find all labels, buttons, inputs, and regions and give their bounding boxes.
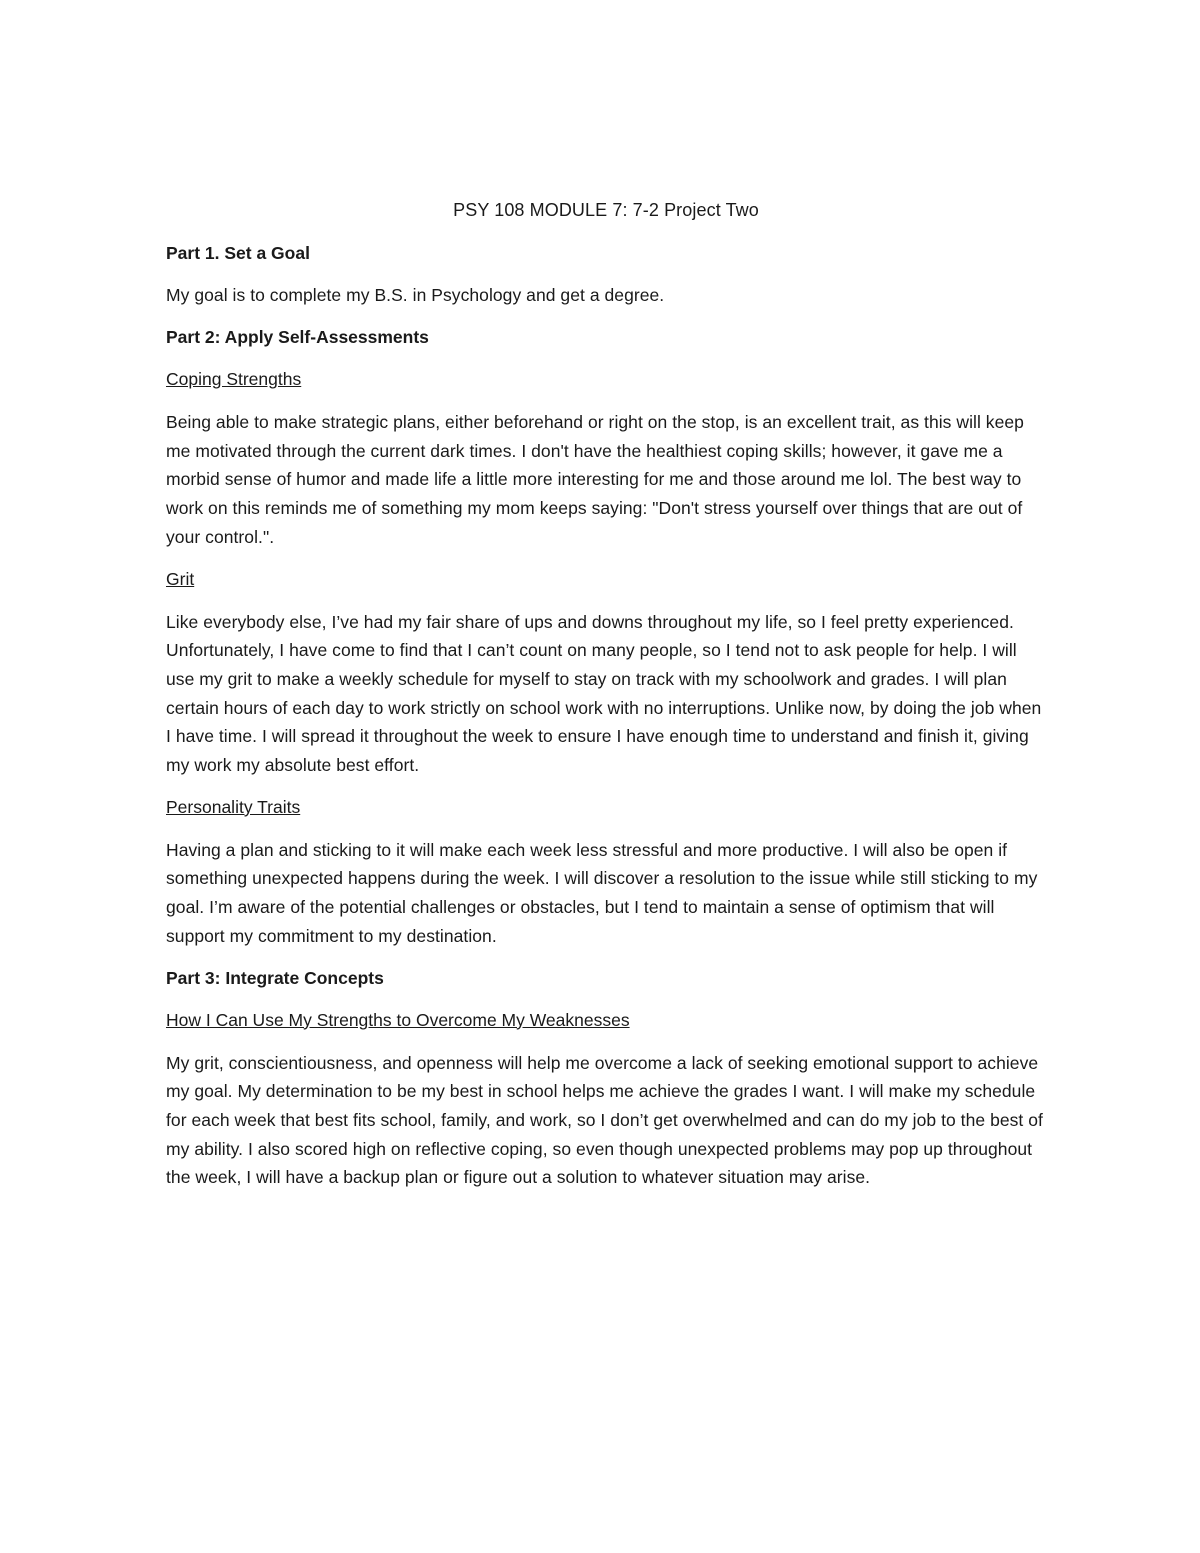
- grit-text: Like everybody else, I’ve had my fair share of ups and downs throughout my life, so I feel pretty experienced. Unfortunately, I have come to find that I can’t count on many people, so I tend not to ask people for help. I will use my grit to make a weekly schedule for myself to stay on track with my schoolwork and grades. I will plan certain hours of each day to work strictly on school work with no interruptions. Unlike now, by doing the job when I have time. I will spread it throughout the week to ensure I have enough time to understand and finish it, giving my work my absolute best effort.: [166, 611, 1042, 776]
- personality-traits-heading: Personality Traits: [166, 796, 301, 817]
- strengths-weaknesses-heading: How I Can Use My Strengths to Overcome My Weaknesses: [166, 1009, 630, 1030]
- coping-strengths-text: Being able to make strategic plans, either beforehand or right on the stop, is an excellent trait, as this will keep me motivated through the current dark times. I don't have the healthiest coping skills; however, it gave me a morbid sense of humor and made life a little more interesting for me and those around me lol. The best way to work on this reminds me of something my mom keeps saying: "Don't stress yourself over things that are out of your control.".: [166, 412, 1024, 547]
- document-title: PSY 108 MODULE 7: 7-2 Project Two: [453, 200, 759, 220]
- part1-heading: Part 1. Set a Goal: [166, 243, 310, 263]
- strengths-weaknesses-text: My grit, conscientiousness, and openness will help me overcome a lack of seeking emotional support to achieve my goal. My determination to be my best in school helps me achieve the grades I want. I will make my schedule for each week that best fits school, family, and work, so I don’t get overwhelmed and can do my job to the best of my ability. I also scored high on reflective coping, so even though unexpected problems may pop up throughout the week, I will have a backup plan or figure out a solution to whatever situation may arise.: [166, 1052, 1043, 1188]
- personality-traits-text: Having a plan and sticking to it will make each week less stressful and more productive. I will also be open if something unexpected happens during the week. I will discover a resolution to the issue while still sticking to my goal. I’m aware of the potential challenges or obstacles, but I tend to maintain a sense of optimism that will support my commitment to my destination.: [166, 839, 1038, 946]
- coping-strengths-heading: Coping Strengths: [166, 369, 302, 389]
- part1-goal-text: My goal is to complete my B.S. in Psychology and get a degree.: [166, 285, 665, 305]
- document-body: [166, 196, 1046, 1206]
- grit-heading: Grit: [166, 568, 195, 589]
- part3-heading: Part 3: Integrate Concepts: [166, 967, 384, 988]
- part2-heading: Part 2: Apply Self-Assessments: [166, 327, 429, 347]
